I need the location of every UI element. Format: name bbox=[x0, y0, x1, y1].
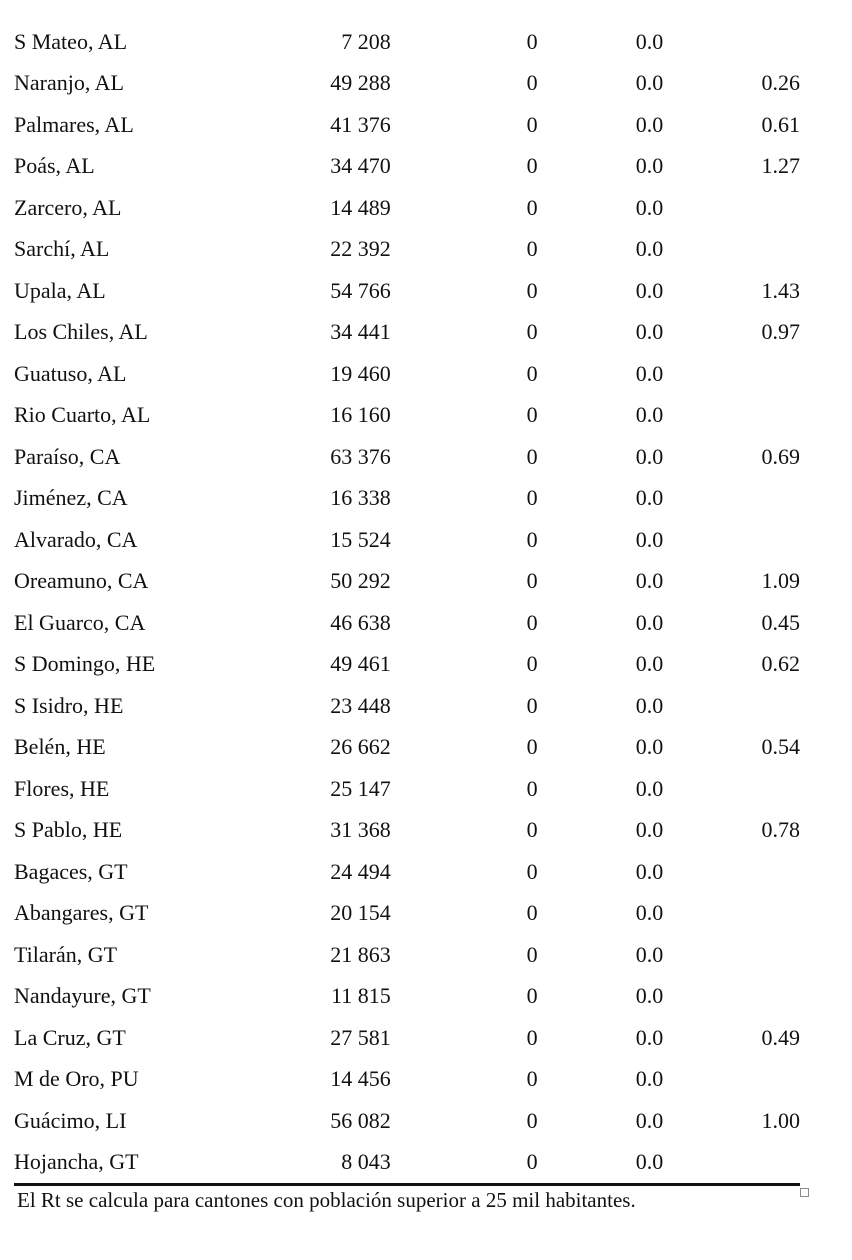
table-row bbox=[14, 1100, 800, 1142]
rt-cell: 0.62 bbox=[761, 651, 800, 677]
canton-table bbox=[14, 21, 800, 1183]
cases-cell: 0 bbox=[526, 983, 538, 1009]
rate-cell: 0.0 bbox=[635, 983, 664, 1009]
data-table-container bbox=[14, 21, 804, 1183]
rate-cell: 0.0 bbox=[635, 111, 664, 137]
canton-cell: Poás, AL bbox=[14, 153, 95, 179]
table-row bbox=[14, 436, 800, 478]
rt-cell: 0.69 bbox=[761, 443, 800, 469]
population-cell: 54 766 bbox=[330, 277, 391, 303]
rt-cell bbox=[663, 353, 800, 395]
rate-cell: 0.0 bbox=[635, 319, 664, 345]
cases-cell: 0 bbox=[526, 319, 538, 345]
canton-cell: M de Oro, PU bbox=[14, 1066, 139, 1092]
rt-cell bbox=[663, 685, 800, 727]
cases-cell: 0 bbox=[526, 443, 538, 469]
rt-cell: 1.09 bbox=[761, 568, 800, 594]
rate-cell: 0.0 bbox=[635, 1149, 664, 1175]
population-cell: 8 043 bbox=[341, 1149, 391, 1175]
population-cell: 26 662 bbox=[330, 734, 391, 760]
rt-cell bbox=[663, 395, 800, 437]
rt-cell: 1.27 bbox=[761, 153, 800, 179]
cases-cell: 0 bbox=[526, 858, 538, 884]
table-row bbox=[14, 312, 800, 354]
rate-cell: 0.0 bbox=[635, 858, 664, 884]
table-row bbox=[14, 934, 800, 976]
table-row bbox=[14, 104, 800, 146]
cases-cell: 0 bbox=[526, 194, 538, 220]
canton-cell: Oreamuno, CA bbox=[14, 568, 149, 594]
cases-cell: 0 bbox=[526, 111, 538, 137]
table-row bbox=[14, 685, 800, 727]
population-cell: 25 147 bbox=[330, 775, 391, 801]
rt-cell bbox=[663, 934, 800, 976]
population-cell: 50 292 bbox=[330, 568, 391, 594]
rt-cell bbox=[663, 851, 800, 893]
canton-cell: Sarchí, AL bbox=[14, 236, 110, 262]
canton-cell: S Mateo, AL bbox=[14, 28, 128, 54]
rt-cell bbox=[663, 768, 800, 810]
rate-cell: 0.0 bbox=[635, 443, 664, 469]
cases-cell: 0 bbox=[526, 817, 538, 843]
population-cell: 24 494 bbox=[330, 858, 391, 884]
population-cell: 14 456 bbox=[330, 1066, 391, 1092]
canton-cell: S Isidro, HE bbox=[14, 692, 124, 718]
table-row bbox=[14, 21, 800, 63]
population-cell: 7 208 bbox=[341, 28, 391, 54]
table-body bbox=[14, 21, 800, 1183]
rate-cell: 0.0 bbox=[635, 568, 664, 594]
population-cell: 31 368 bbox=[330, 817, 391, 843]
population-cell: 21 863 bbox=[330, 941, 391, 967]
rt-cell: 1.43 bbox=[761, 277, 800, 303]
rt-cell bbox=[663, 187, 800, 229]
rate-cell: 0.0 bbox=[635, 734, 664, 760]
rt-cell: 0.26 bbox=[761, 70, 800, 96]
rate-cell: 0.0 bbox=[635, 526, 664, 552]
rate-cell: 0.0 bbox=[635, 70, 664, 96]
table-row bbox=[14, 727, 800, 769]
rate-cell: 0.0 bbox=[635, 775, 664, 801]
cases-cell: 0 bbox=[526, 609, 538, 635]
cases-cell: 0 bbox=[526, 1149, 538, 1175]
table-row bbox=[14, 395, 800, 437]
rt-cell bbox=[663, 1142, 800, 1184]
canton-cell: Rio Cuarto, AL bbox=[14, 402, 151, 428]
population-cell: 16 160 bbox=[330, 402, 391, 428]
table-row bbox=[14, 1017, 800, 1059]
population-cell: 14 489 bbox=[330, 194, 391, 220]
rate-cell: 0.0 bbox=[635, 692, 664, 718]
table-footnote: El Rt se calcula para cantones con población superior a 25 mil habitantes. bbox=[17, 1188, 636, 1212]
canton-cell: El Guarco, CA bbox=[14, 609, 146, 635]
population-cell: 20 154 bbox=[330, 900, 391, 926]
rate-cell: 0.0 bbox=[635, 485, 664, 511]
rate-cell: 0.0 bbox=[635, 236, 664, 262]
canton-cell: Flores, HE bbox=[14, 775, 110, 801]
rate-cell: 0.0 bbox=[635, 941, 664, 967]
rate-cell: 0.0 bbox=[635, 153, 664, 179]
rate-cell: 0.0 bbox=[635, 402, 664, 428]
canton-cell: Zarcero, AL bbox=[14, 194, 122, 220]
population-cell: 15 524 bbox=[330, 526, 391, 552]
rate-cell: 0.0 bbox=[635, 817, 664, 843]
table-row bbox=[14, 519, 800, 561]
canton-cell: Abangares, GT bbox=[14, 900, 149, 926]
population-cell: 16 338 bbox=[330, 485, 391, 511]
canton-cell: Palmares, AL bbox=[14, 111, 134, 137]
rt-cell: 1.00 bbox=[761, 1107, 800, 1133]
table-row bbox=[14, 851, 800, 893]
table-row bbox=[14, 229, 800, 271]
cases-cell: 0 bbox=[526, 402, 538, 428]
population-cell: 11 815 bbox=[331, 983, 391, 1009]
rt-cell bbox=[663, 229, 800, 271]
rt-cell: 0.61 bbox=[761, 111, 800, 137]
table-bottom-rule bbox=[14, 1183, 800, 1186]
canton-cell: Alvarado, CA bbox=[14, 526, 138, 552]
cases-cell: 0 bbox=[526, 1066, 538, 1092]
canton-cell: Belén, HE bbox=[14, 734, 106, 760]
population-cell: 49 288 bbox=[330, 70, 391, 96]
cases-cell: 0 bbox=[526, 568, 538, 594]
rt-cell bbox=[663, 478, 800, 520]
rate-cell: 0.0 bbox=[635, 360, 664, 386]
canton-cell: Los Chiles, AL bbox=[14, 319, 148, 345]
canton-cell: Paraíso, CA bbox=[14, 443, 121, 469]
population-cell: 19 460 bbox=[330, 360, 391, 386]
canton-cell: Nandayure, GT bbox=[14, 983, 151, 1009]
rate-cell: 0.0 bbox=[635, 1107, 664, 1133]
canton-cell: Upala, AL bbox=[14, 277, 106, 303]
cases-cell: 0 bbox=[526, 485, 538, 511]
canton-cell: Bagaces, GT bbox=[14, 858, 128, 884]
population-cell: 46 638 bbox=[330, 609, 391, 635]
rate-cell: 0.0 bbox=[635, 1024, 664, 1050]
canton-cell: Tilarán, GT bbox=[14, 941, 118, 967]
table-row bbox=[14, 146, 800, 188]
table-row bbox=[14, 1059, 800, 1101]
population-cell: 41 376 bbox=[330, 111, 391, 137]
rt-cell: 0.49 bbox=[761, 1024, 800, 1050]
table-row bbox=[14, 270, 800, 312]
canton-cell: Jiménez, CA bbox=[14, 485, 128, 511]
cases-cell: 0 bbox=[526, 941, 538, 967]
rt-cell: 0.45 bbox=[761, 609, 800, 635]
rt-cell: 0.97 bbox=[761, 319, 800, 345]
cases-cell: 0 bbox=[526, 277, 538, 303]
rt-cell: 0.78 bbox=[761, 817, 800, 843]
rate-cell: 0.0 bbox=[635, 277, 664, 303]
table-row bbox=[14, 810, 800, 852]
population-cell: 27 581 bbox=[330, 1024, 391, 1050]
rt-cell bbox=[663, 21, 800, 63]
rate-cell: 0.0 bbox=[635, 900, 664, 926]
population-cell: 23 448 bbox=[330, 692, 391, 718]
rate-cell: 0.0 bbox=[635, 194, 664, 220]
cases-cell: 0 bbox=[526, 692, 538, 718]
cases-cell: 0 bbox=[526, 734, 538, 760]
rate-cell: 0.0 bbox=[635, 609, 664, 635]
resize-handle-icon[interactable] bbox=[800, 1188, 809, 1197]
rate-cell: 0.0 bbox=[635, 1066, 664, 1092]
canton-cell: Guatuso, AL bbox=[14, 360, 127, 386]
table-row bbox=[14, 63, 800, 105]
rt-cell bbox=[663, 519, 800, 561]
table-row bbox=[14, 768, 800, 810]
population-cell: 34 470 bbox=[330, 153, 391, 179]
rate-cell: 0.0 bbox=[635, 28, 664, 54]
canton-cell: Hojancha, GT bbox=[14, 1149, 139, 1175]
table-row bbox=[14, 644, 800, 686]
rt-cell bbox=[663, 976, 800, 1018]
population-cell: 56 082 bbox=[330, 1107, 391, 1133]
canton-cell: La Cruz, GT bbox=[14, 1024, 126, 1050]
table-row bbox=[14, 353, 800, 395]
table-row bbox=[14, 561, 800, 603]
cases-cell: 0 bbox=[526, 28, 538, 54]
cases-cell: 0 bbox=[526, 70, 538, 96]
cases-cell: 0 bbox=[526, 651, 538, 677]
rate-cell: 0.0 bbox=[635, 651, 664, 677]
rt-cell bbox=[663, 1059, 800, 1101]
population-cell: 63 376 bbox=[330, 443, 391, 469]
table-row bbox=[14, 976, 800, 1018]
cases-cell: 0 bbox=[526, 775, 538, 801]
table-row bbox=[14, 478, 800, 520]
population-cell: 49 461 bbox=[330, 651, 391, 677]
cases-cell: 0 bbox=[526, 526, 538, 552]
population-cell: 34 441 bbox=[330, 319, 391, 345]
table-row bbox=[14, 602, 800, 644]
canton-cell: Guácimo, LI bbox=[14, 1107, 127, 1133]
cases-cell: 0 bbox=[526, 236, 538, 262]
table-row bbox=[14, 893, 800, 935]
cases-cell: 0 bbox=[526, 153, 538, 179]
table-row bbox=[14, 187, 800, 229]
table-row bbox=[14, 1142, 800, 1184]
rt-cell bbox=[663, 893, 800, 935]
canton-cell: S Domingo, HE bbox=[14, 651, 156, 677]
cases-cell: 0 bbox=[526, 900, 538, 926]
canton-cell: Naranjo, AL bbox=[14, 70, 124, 96]
rt-cell: 0.54 bbox=[761, 734, 800, 760]
cases-cell: 0 bbox=[526, 1107, 538, 1133]
cases-cell: 0 bbox=[526, 1024, 538, 1050]
population-cell: 22 392 bbox=[330, 236, 391, 262]
canton-cell: S Pablo, HE bbox=[14, 817, 123, 843]
cases-cell: 0 bbox=[526, 360, 538, 386]
